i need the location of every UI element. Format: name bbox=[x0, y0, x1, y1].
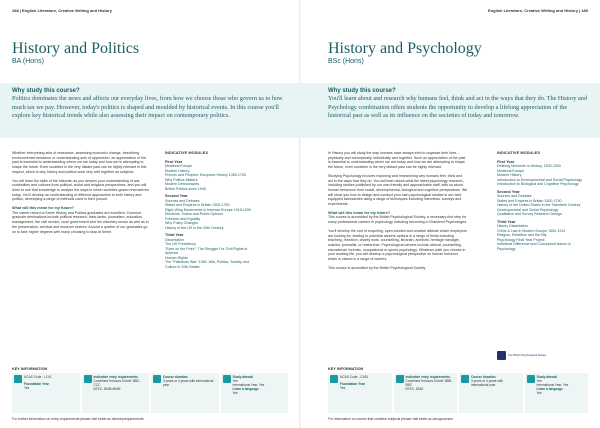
key-info-cell bbox=[151, 373, 219, 413]
key-info-value: Yes bbox=[24, 386, 30, 390]
course-title: History and Politics bbox=[12, 40, 140, 57]
page-header: 188 | English Literature, Creative Writing and History bbox=[12, 8, 112, 13]
module-item: Freedom and Equality bbox=[165, 216, 201, 221]
future-heading: What will this mean for my future? bbox=[12, 206, 75, 211]
key-info-value: 3 years or 4 years with international year bbox=[163, 379, 214, 387]
module-item: Medieval Europe bbox=[497, 168, 524, 173]
course-title: History and Psychology bbox=[328, 40, 482, 57]
page-footer: For information on course that combine subjects please visit keele.ac.uk/ugcourses bbox=[328, 417, 453, 421]
module-item: Why Policy Changes bbox=[165, 221, 199, 225]
key-info-label: Indicative entry requirements bbox=[405, 375, 450, 379]
key-info-value: 3 years or 4 years with international year bbox=[471, 379, 504, 387]
key-info-cell bbox=[394, 373, 458, 413]
module-item: Religion, Rebellion and the Raj bbox=[497, 233, 547, 237]
right-page bbox=[300, 0, 600, 428]
key-info-bar bbox=[328, 373, 588, 413]
key-info-sub-label: Foundation Year bbox=[24, 382, 49, 386]
key-info-bar bbox=[12, 373, 288, 413]
module-item: States and Empires in Britain 1500-1750 bbox=[497, 198, 562, 203]
module-item: Right-Wing Movements in Interwar Europe 1918-1939 bbox=[165, 207, 251, 212]
key-info-value: Yes bbox=[536, 391, 542, 395]
module-item: The "Falklands War" 1982: War, Politics, Society and Culture in 20th Britain bbox=[165, 260, 249, 269]
body-paragraph: Studying Psychology involves exploring and researching why humans feel, think and act in the ways that they do. You will learn about what the latest psychology research, including studies published by our own friendly and approachable staff, tells us about human behaviour from social, developmental, biological and cognitive perspectives. We will show you how to design and conduct your own psychological studies in our well-equipped laboratories using a range of techniques including interviews, surveys and experiments. bbox=[328, 173, 468, 207]
module-item: Medieval Europe bbox=[165, 164, 192, 168]
year-label: First Year bbox=[165, 159, 183, 164]
module-item: British Politics since 1945 bbox=[165, 186, 206, 191]
key-info-label: Course duration bbox=[471, 375, 496, 379]
key-info-heading: KEY INFORMATION bbox=[328, 367, 364, 371]
module-item: Sources and Debates bbox=[497, 194, 532, 198]
future-heading: What will this mean for my future? bbox=[328, 210, 391, 215]
key-info-value: Yes bbox=[536, 379, 542, 383]
page-header: English Literature, Creative Writing and History | 189 bbox=[488, 8, 588, 13]
body-paragraph: You'll develop the sort of enquiring, open-minded and creative attitude which employers are looking for, leading to potential careers options in a range of fields including teaching, research, charity work, counselling, librarian, archivist, heritage manager, solicitor, journalist, or researcher. Psychological careers include clinical, counselling, educational, forensic, occupational or sports psychology. Whatever path you choose in your working life, you will develop a psychological perspective on human behavior which is valued in a range of careers. bbox=[328, 228, 467, 262]
key-info-value: Combined Honours A level: BBB-BBC bbox=[405, 379, 453, 387]
key-info-value: International Year: Yes bbox=[536, 383, 569, 387]
course-description bbox=[328, 151, 468, 274]
module-item: States and Empires in Britain 1500-1750 bbox=[165, 203, 230, 207]
module-item: Introduction to Biological and Cognitive Psychology bbox=[497, 182, 579, 186]
ucas-icon bbox=[330, 375, 338, 383]
year-label: Third Year bbox=[165, 233, 184, 237]
year-label: Third Year bbox=[497, 219, 516, 224]
key-info-label: Indicative entry requirements bbox=[93, 375, 138, 379]
key-info-sub-label: Foundation Year bbox=[340, 382, 365, 386]
module-item: History of the US in the 20th Century bbox=[165, 225, 224, 230]
body-paragraph: You will learn the skills of the historian as you deepen your understanding of war, continuities and cultures from political, social and religious perspectives, and you will learn to use that knowledge to analyse the ways in which societies govern themselves today. You'll develop an understanding of different approaches to both history and politics, developing a range of methods used in their pursuit. bbox=[12, 178, 149, 202]
module-item: The US Presidency bbox=[165, 242, 196, 246]
body-paragraph: This course is accredited by the British Psychological Society. bbox=[328, 265, 427, 270]
year-block bbox=[165, 194, 255, 230]
indicative-modules bbox=[497, 151, 587, 251]
key-info-value: Yes bbox=[232, 391, 238, 395]
module-item: Why Politics Matters bbox=[165, 177, 198, 182]
year-block bbox=[165, 160, 255, 192]
key-info-value: BTEC: DMM-MMM bbox=[93, 387, 121, 391]
year-label: Second Year bbox=[497, 189, 520, 194]
year-block bbox=[165, 233, 255, 269]
duration-icon bbox=[461, 375, 469, 383]
year-block bbox=[497, 220, 587, 252]
requirements-icon bbox=[396, 375, 404, 383]
bps-logo bbox=[497, 351, 549, 360]
duration-icon bbox=[153, 375, 161, 383]
key-info-value: BTEC: DDM bbox=[405, 387, 424, 391]
key-info-cell bbox=[12, 373, 80, 413]
key-info-label: UCAS Code - L1V1 bbox=[24, 375, 52, 379]
year-label: Second Year bbox=[165, 194, 188, 198]
module-item: Qualitative and Survey Research Design bbox=[497, 212, 562, 216]
modules-heading: INDICATIVE MODULES bbox=[497, 151, 541, 155]
bps-logo-text: The British Psychological Society bbox=[508, 354, 547, 357]
bps-logo-icon bbox=[497, 351, 506, 360]
requirements-icon bbox=[84, 375, 92, 383]
module-item: Sources and Debates bbox=[165, 198, 200, 203]
module-item: Individual Difference and Conceptual Issues in Psychology bbox=[497, 242, 571, 251]
key-info-value: International Year: Yes bbox=[232, 383, 265, 387]
module-item: Introduction to Developmental and Social Psychology bbox=[497, 177, 582, 182]
key-info-cell bbox=[82, 373, 150, 413]
why-study-text: Politics dominates the news and affects our everyday lives, from how we choose those who govern us to how much tax we pay. However, today's politics is shaped and moulded by historical events. In this course you'll explore key historical trends while also assessing their impact on contemporary politics. bbox=[12, 95, 283, 120]
module-item: Psychology Final Year Project bbox=[497, 237, 545, 242]
why-study-panel bbox=[300, 83, 600, 138]
key-info-value: Yes bbox=[340, 386, 346, 390]
module-item: Crime & Law in Modern Europe 1550-1914 bbox=[497, 228, 566, 233]
key-info-heading: KEY INFORMATION bbox=[12, 367, 48, 371]
key-info-cell bbox=[459, 373, 523, 413]
indicative-modules bbox=[165, 151, 255, 269]
module-item: History of the United States in the Twentieth Century bbox=[497, 203, 581, 207]
year-block bbox=[497, 160, 587, 187]
key-info-label: UCAS Code - CV81 bbox=[340, 375, 369, 379]
course-subtitle: BA (Hons) bbox=[12, 58, 44, 65]
module-item: Dissertation bbox=[165, 237, 184, 242]
key-info-value: Yes bbox=[232, 379, 238, 383]
key-info-label: Course duration bbox=[163, 375, 188, 379]
key-info-label: Learn a language bbox=[232, 387, 259, 391]
key-info-cell bbox=[525, 373, 589, 413]
key-info-label: Study abroad bbox=[232, 375, 253, 379]
body-paragraph: This course is accredited by the British Psychological Society, a necessary first step for many professional careers in psychology including becoming a Chartered Psychologist. bbox=[328, 215, 467, 225]
module-item: Defining Moments in History, 1500-2000 bbox=[497, 164, 561, 168]
ucas-icon bbox=[14, 375, 22, 383]
body-paragraph: The career record of Keele History and Politics graduates are excellent. Common graduate destinations include political research, think-tanks, journalism, education, management, the civil service, local government and the voluntary sector as well as in the preservation, archival and museum sectors. Around a quarter of our graduates go on to take higher degrees with many choosing to stay at Keele. bbox=[12, 210, 149, 234]
why-study-heading: Why study this course? bbox=[12, 88, 80, 94]
module-item: Modern History bbox=[497, 173, 522, 177]
course-subtitle: BSc (Hons) bbox=[328, 58, 364, 65]
page-footer: For further information on entry requirements please visit keele.ac.uk/entryrequirements bbox=[12, 417, 144, 421]
key-info-cell bbox=[328, 373, 392, 413]
module-item: Modern History bbox=[165, 168, 190, 173]
key-info-cell bbox=[221, 373, 289, 413]
study-abroad-icon bbox=[527, 375, 535, 383]
key-info-value: Combined Honours A level: BBC-CCC bbox=[93, 379, 141, 387]
why-study-heading: Why study this course? bbox=[328, 88, 396, 94]
course-description bbox=[12, 151, 152, 238]
module-item: History Dissertation bbox=[497, 224, 529, 228]
module-item: Elections, Voters and Public Opinion bbox=[165, 212, 223, 216]
key-info-label: Study abroad bbox=[536, 375, 557, 379]
modules-heading: INDICATIVE MODULES bbox=[165, 151, 209, 155]
body-paragraph: In History you will study the way humans have always tried to organise their lives – physically and conceptually, individually and together. Such an appreciation of the past is essential to understanding where we are today and how we are attempting to shape the future, even societies in the very distant past can be highly relevant. bbox=[328, 151, 466, 170]
why-study-text: You'll learn about and research why humans feel, think and act in the ways that they do. The History and Psychology combination offers students the opportunity to develop a lifelong appreciation of the historical past as well as its influence on the societies of today and tomorrow. bbox=[328, 95, 587, 120]
why-study-panel bbox=[0, 83, 300, 138]
module-item: Developmental and Social Psychology bbox=[497, 207, 559, 212]
year-label: First Year bbox=[497, 159, 515, 164]
key-info-label: Learn a language bbox=[536, 387, 563, 391]
module-item: Princes and Peoples: European History 1450-1700 bbox=[165, 173, 246, 177]
body-paragraph: Whether interpreting acts of resistance, assessing economic change, describing environmental behaviour or understanding acts of oppression, an appreciation of the past is essential to understanding where we are today and how we're attempting to shape the future. Even societies in the very distant past can be highly relevant in this respect, which is why history and politics work very well together as subjects. bbox=[12, 151, 147, 174]
module-item: "Eyes on the Prize": The Struggle For Civil Rights in America bbox=[165, 246, 248, 255]
module-item: Human Rights bbox=[165, 255, 188, 260]
study-abroad-icon bbox=[223, 375, 231, 383]
module-item: Modern Democracies bbox=[165, 182, 200, 186]
year-block bbox=[497, 190, 587, 217]
